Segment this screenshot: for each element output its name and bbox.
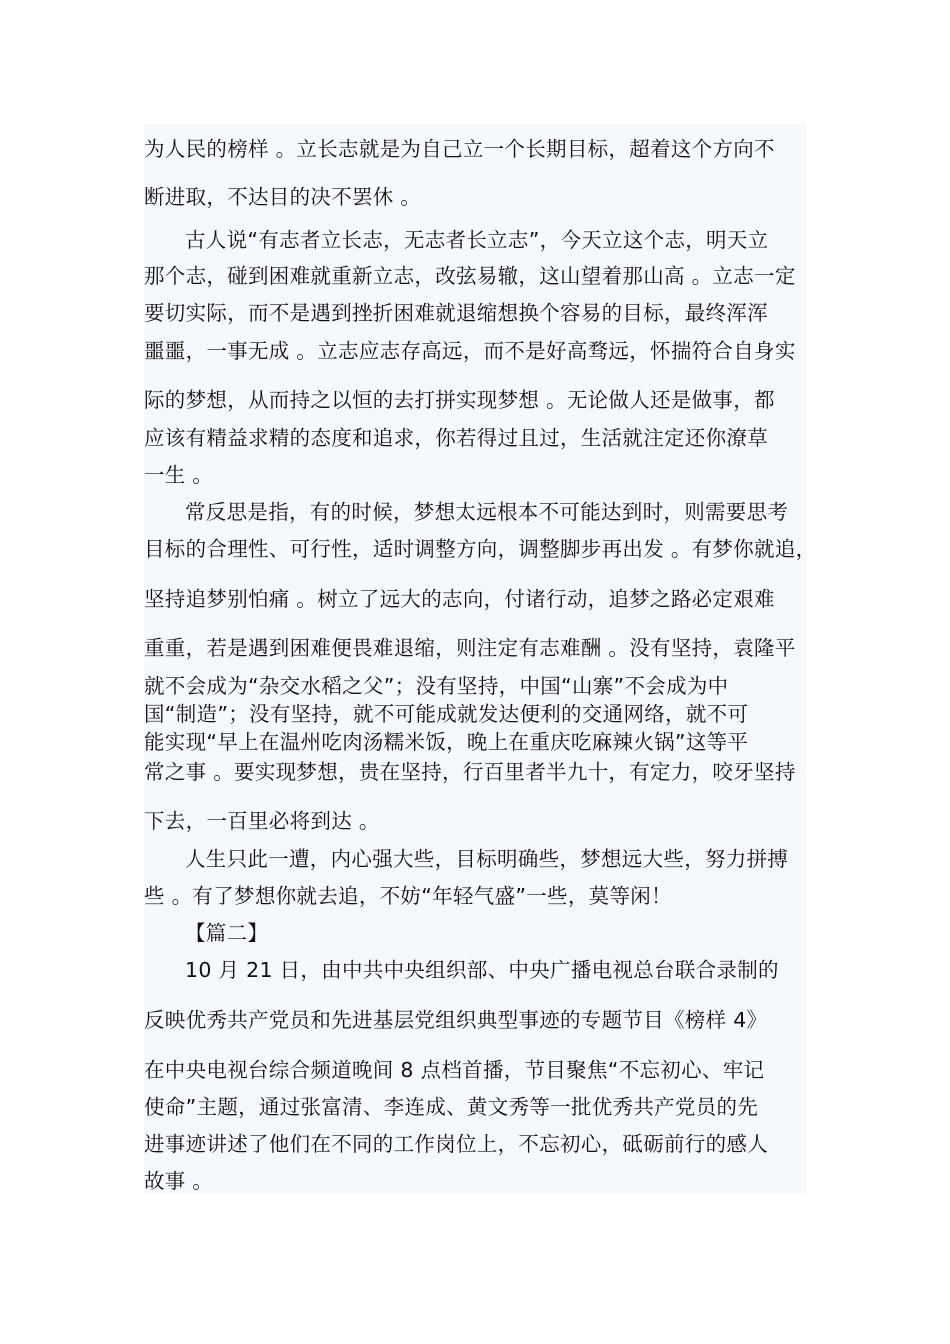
text-line: 就不会成为“杂交水稻之父”；没有坚持，中国“山寨”不会成为中 [144, 674, 729, 698]
text-line: 噩噩，一事无成 。立志应志存高远，而不是好高骛远，怀揣符合自身实 [144, 339, 796, 363]
text-line: 进事迹讲述了他们在不同的工作岗位上，不忘初心，砥砺前行的感人 [144, 1132, 768, 1156]
text-line: 坚持追梦别怕痛 。树立了远大的志向，付诸行动，追梦之路必定艰难 [144, 587, 775, 611]
text-line: 常反思是指，有的时候，梦想太远根本不可能达到时，则需要思考 [185, 500, 789, 524]
text-line: 人生只此一遭，内心强大些，目标明确些，梦想远大些，努力拼搏 [185, 847, 789, 871]
text-line: 10 月 21 日，由中共中央组织部、中央广播电视总台联合录制的 [185, 958, 779, 982]
section-heading: 【篇二】 [185, 921, 269, 945]
text-line: 为人民的榜样 。立长志就是为自己立一个长期目标，超着这个方向不 [144, 137, 775, 161]
text-line: 那个志，碰到困难就重新立志，改弦易辙，这山望着那山高 。立志一定 [144, 264, 796, 288]
text-line: 目标的合理性、可行性，适时调整方向，调整脚步再出发 。有梦你就追， [144, 537, 817, 561]
text-line: 际的梦想，从而持之以恒的去打拼实现梦想 。无论做人还是做事，都 [144, 388, 775, 412]
text-line: 重重，若是遇到困难便畏难退缩，则注定有志难酬 。没有坚持，袁隆平 [144, 636, 796, 660]
text-line: 国“制造”；没有坚持，就不可能成就发达便利的交通网络，就不可 [144, 702, 749, 726]
text-line: 能实现“早上在温州吃肉汤糯米饭，晚上在重庆吃麻辣火锅”这等平 [144, 730, 749, 754]
text-line: 些 。有了梦想你就去追，不妨“年轻气盛”一些，莫等闲！ [144, 884, 672, 908]
text-line: 一生 。 [144, 463, 214, 487]
text-line: 使命”主题，通过张富清、李连成、黄文秀等一批优秀共产党员的先 [144, 1095, 759, 1119]
text-line: 下去，一百里必将到达 。 [144, 809, 380, 833]
text-line: 反映优秀共产党员和先进基层党组织典型事迹的专题节目《榜样 4》 [144, 1008, 768, 1032]
text-line: 断进取，不达目的决不罢休 。 [144, 185, 422, 209]
text-line: 要切实际，而不是遇到挫折困难就退缩想换个容易的目标，最终浑浑 [144, 301, 768, 325]
text-line: 应该有精益求精的态度和追求，你若得过且过，生活就注定还你潦草 [144, 426, 768, 450]
text-line: 常之事 。要实现梦想，贵在坚持，行百里者半九十，有定力，咬牙坚持 [144, 760, 796, 784]
text-line: 故事 。 [144, 1169, 214, 1193]
text-line: 在中央电视台综合频道晚间 8 点档首播，节目聚焦“不忘初心、牢记 [144, 1058, 765, 1082]
text-line: 古人说“有志者立长志，无志者长立志”，今天立这个志，明天立 [185, 228, 769, 252]
document-text-block [144, 124, 817, 1194]
